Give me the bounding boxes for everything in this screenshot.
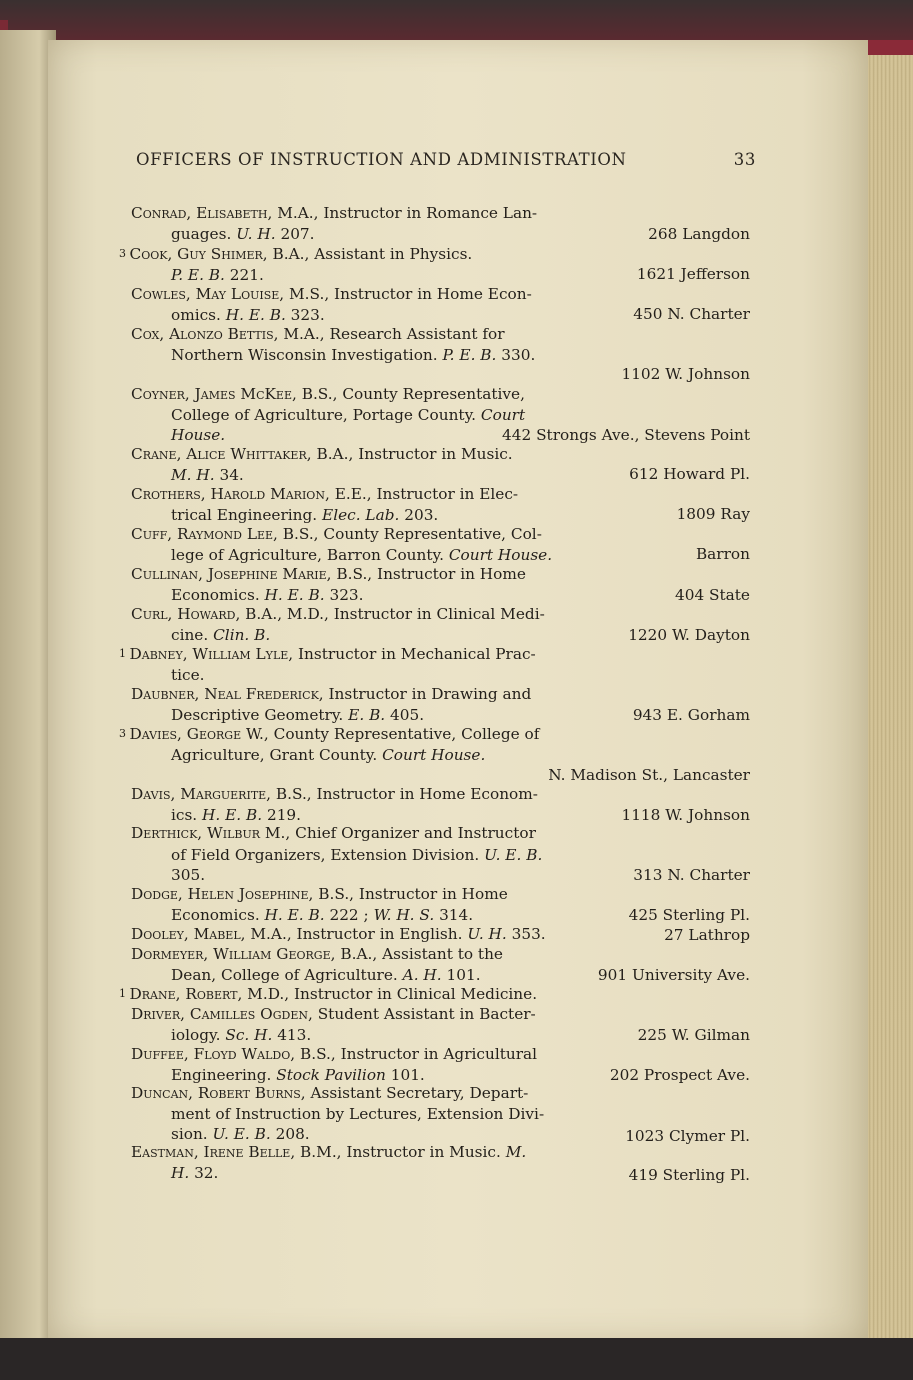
address: N. Madison St., Lancaster: [548, 766, 750, 784]
room-number: 413.: [272, 1026, 312, 1044]
building-abbrev: Sc. H.: [225, 1026, 273, 1044]
person-name: Dormeyer, William George,: [131, 945, 336, 963]
entry-line: [171, 805, 301, 825]
entry-text: Assistant Secretary, Depart-: [305, 1084, 529, 1102]
entry-line: [131, 324, 505, 344]
page-number: 33: [733, 150, 756, 169]
entry-text: B.A., Assistant to the: [335, 945, 503, 963]
address: 225 W. Gilman: [637, 1026, 750, 1044]
person-name: Crothers, Harold Marion,: [131, 485, 330, 503]
room-number: 314.: [434, 906, 474, 924]
entry-text: sion.: [171, 1125, 213, 1143]
person-name: Crane, Alice Whittaker,: [131, 445, 312, 463]
entry-text: M.D., Instructor in Clinical Medicine.: [242, 985, 538, 1003]
entry-text: ics.: [171, 806, 203, 824]
entry-line: [119, 984, 537, 1004]
entry-line: [171, 585, 364, 605]
person-name: Conrad, Elisabeth,: [131, 204, 273, 222]
entry-text: Agriculture, Grant County.: [171, 746, 383, 764]
entry-line: [131, 784, 538, 804]
entry-line: [171, 265, 264, 285]
entry-line: [171, 345, 535, 365]
room-number: 101.: [441, 966, 481, 984]
entry-line: [171, 224, 315, 244]
building-abbrev: H. E. B.: [264, 586, 325, 604]
person-name: Cullinan, Josephine Marie,: [131, 565, 332, 583]
building-abbrev: U. H.: [467, 925, 507, 943]
entry-line: [131, 284, 532, 304]
entry-line: [171, 865, 205, 885]
entry-text: College of Agriculture, Portage County.: [171, 406, 481, 424]
entry-line: [131, 1004, 536, 1024]
entry-text: cine.: [171, 626, 214, 644]
entry-line: [171, 1025, 311, 1045]
entry-text: Engineering.: [171, 1066, 277, 1084]
person-name: Derthick, Wilbur M.,: [131, 824, 291, 842]
entry-line: [171, 905, 473, 925]
address: 419 Sterling Pl.: [628, 1166, 750, 1184]
entry-line: [131, 524, 542, 544]
entry-line: [131, 884, 508, 904]
person-name: Drane, Robert,: [129, 985, 243, 1003]
entry-line: [119, 724, 539, 744]
header-title: OFFICERS OF INSTRUCTION AND ADMINISTRATION: [136, 150, 627, 169]
entry-line: [131, 823, 536, 843]
building-abbrev: M. H.: [171, 466, 215, 484]
entry-text: B.A., M.D., Instructor in Clinical Medi-: [240, 605, 545, 623]
entry-text: M.A., Instructor in English.: [245, 925, 468, 943]
building-abbrev: House.: [171, 426, 226, 444]
building-abbrev: U. E. B.: [484, 846, 543, 864]
person-name: Dabney, William Lyle,: [129, 645, 294, 663]
building-abbrev: E. B.: [348, 706, 386, 724]
address: 268 Langdon: [648, 225, 750, 243]
footnote-marker: 1: [119, 647, 130, 660]
person-name: Coyner, James McKee,: [131, 385, 297, 403]
address: 1809 Ray: [676, 505, 750, 523]
address: 404 State: [674, 586, 750, 604]
entry-line: [171, 665, 205, 685]
room-number: 353.: [506, 925, 546, 943]
entry-text: B.S., County Representative,: [296, 385, 525, 403]
entry-text: Dean, College of Agriculture.: [171, 966, 403, 984]
address: 943 E. Gorham: [632, 706, 750, 724]
address: 901 University Ave.: [597, 966, 750, 984]
entry-line: [119, 644, 536, 664]
building-abbrev: Stock Pavilion: [276, 1066, 386, 1084]
person-name: Dodge, Helen Josephine,: [131, 885, 314, 903]
entry-line: [131, 484, 518, 504]
room-number: 101.: [385, 1066, 425, 1084]
room-number: 208.: [270, 1125, 310, 1143]
entry-text: B.S., Instructor in Home Econom-: [271, 785, 538, 803]
entry-line: [171, 705, 424, 725]
entry-text: B.S., Instructor in Agricultural: [295, 1045, 538, 1063]
building-abbrev: H. E. B.: [202, 806, 263, 824]
room-number: 219.: [262, 806, 302, 824]
entry-text: tice.: [171, 666, 205, 684]
address: 1621 Jefferson: [636, 265, 750, 283]
room-number: 32.: [189, 1164, 219, 1182]
entry-text: lege of Agriculture, Barron County.: [171, 546, 449, 564]
entry-line: [171, 745, 485, 765]
entry-line: [131, 604, 545, 624]
address: 425 Sterling Pl.: [628, 906, 750, 924]
address: 1023 Clymer Pl.: [625, 1127, 750, 1145]
person-name: Eastman, Irene Belle,: [131, 1143, 296, 1161]
address: 1220 W. Dayton: [628, 626, 750, 644]
building-abbrev: Court: [480, 406, 526, 424]
entry-text: B.S., County Representative, Col-: [277, 525, 542, 543]
entry-text: ment of Instruction by Lectures, Extension Divi-: [171, 1105, 545, 1123]
address: 202 Prospect Ave.: [609, 1066, 750, 1084]
person-name: Duffee, Floyd Waldo,: [131, 1045, 296, 1063]
entry-text: B.S., Instructor in Home: [331, 565, 526, 583]
entry-line: [171, 505, 438, 525]
entry-line: [171, 405, 525, 425]
entry-text: Instructor in Mechanical Prac-: [293, 645, 536, 663]
footnote-marker: 1: [119, 987, 130, 1000]
footnote-marker: 3: [119, 247, 130, 260]
person-name: Dooley, Mabel,: [131, 925, 246, 943]
person-name: Cox, Alonzo Bettis,: [131, 325, 279, 343]
building-abbrev: M.: [505, 1143, 527, 1161]
building-abbrev: P. E. B.: [442, 346, 497, 364]
entry-line: [171, 545, 552, 565]
entry-line: [131, 684, 531, 704]
entry-line: [131, 564, 526, 584]
entry-line: [131, 444, 513, 464]
room-number: 34.: [214, 466, 244, 484]
entry-line: [171, 845, 542, 865]
room-number: 330.: [496, 346, 536, 364]
entry-text: B.A., Assistant in Physics.: [267, 245, 473, 263]
entry-text: 305.: [171, 866, 206, 884]
address: 1102 W. Johnson: [621, 365, 750, 383]
room-number: 221.: [224, 266, 264, 284]
entry-text: of Field Organizers, Extension Division.: [171, 846, 485, 864]
building-abbrev: Clin. B.: [213, 626, 271, 644]
building-abbrev: W. H. S.: [373, 906, 435, 924]
entry-line: [171, 305, 325, 325]
building-abbrev: H. E. B.: [225, 306, 286, 324]
entry-line: [119, 244, 472, 264]
entry-line: [171, 1104, 544, 1124]
room-number: 405.: [385, 706, 425, 724]
entry-text: omics.: [171, 306, 226, 324]
building-abbrev: U. H.: [236, 225, 276, 243]
entry-text: Economics.: [171, 906, 265, 924]
entry-text: trical Engineering.: [171, 506, 323, 524]
entry-text: Northern Wisconsin Investigation.: [171, 346, 443, 364]
address: 313 N. Charter: [633, 866, 750, 884]
entry-line: [171, 425, 225, 445]
entry-text: M.A., Instructor in Romance Lan-: [272, 204, 538, 222]
entry-text: Chief Organizer and Instructor: [290, 824, 536, 842]
entry-line: [131, 1083, 528, 1103]
person-name: Cook, Guy Shimer,: [129, 245, 268, 263]
building-abbrev: H. E. B.: [264, 906, 325, 924]
room-number: 323.: [285, 306, 325, 324]
entry-line: [131, 1044, 537, 1064]
entry-line: [171, 465, 244, 485]
building-abbrev: U. E. B.: [212, 1125, 271, 1143]
entry-text: guages.: [171, 225, 237, 243]
entry-text: County Representative, College of: [268, 725, 540, 743]
entry-text: M.A., Research Assistant for: [278, 325, 505, 343]
entry-text: Student Assistant in Bacter-: [312, 1005, 536, 1023]
entry-text: B.S., Instructor in Home: [313, 885, 508, 903]
address: Barron: [695, 545, 750, 563]
entry-line: [131, 203, 537, 223]
entry-text: iology.: [171, 1026, 226, 1044]
entry-line: [171, 965, 481, 985]
building-abbrev: Court House.: [448, 546, 553, 564]
building-abbrev: P. E. B.: [171, 266, 225, 284]
address: 1118 W. Johnson: [621, 806, 750, 824]
address: 442 Strongs Ave., Stevens Point: [502, 426, 750, 444]
entry-text: E.E., Instructor in Elec-: [329, 485, 519, 503]
entry-line: [171, 625, 270, 645]
person-name: Davies, George W.,: [129, 725, 269, 743]
entry-text: Descriptive Geometry.: [171, 706, 349, 724]
room-number: 323.: [324, 586, 364, 604]
entry-text: Instructor in Drawing and: [323, 685, 532, 703]
address: 612 Howard Pl.: [629, 465, 750, 483]
person-name: Cuff, Raymond Lee,: [131, 525, 278, 543]
building-abbrev: Elec. Lab.: [322, 506, 400, 524]
entry-text: Economics.: [171, 586, 265, 604]
entry-line: [131, 924, 546, 944]
building-abbrev: A. H.: [402, 966, 442, 984]
building-abbrev: H.: [171, 1164, 190, 1182]
entry-line: [171, 1065, 425, 1085]
entry-line: [131, 384, 525, 404]
entry-line: [131, 944, 503, 964]
room-number: 207.: [275, 225, 315, 243]
footnote-marker: 3: [119, 727, 130, 740]
person-name: Daubner, Neal Frederick,: [131, 685, 324, 703]
person-name: Curl, Howard,: [131, 605, 241, 623]
person-name: Duncan, Robert Burns,: [131, 1084, 306, 1102]
building-abbrev: Court House.: [382, 746, 486, 764]
entry-text: B.A., Instructor in Music.: [311, 445, 513, 463]
room-number: 222 ;: [324, 906, 374, 924]
room-number: 203.: [399, 506, 439, 524]
address: 450 N. Charter: [633, 305, 750, 323]
entry-line: [171, 1163, 218, 1183]
person-name: Davis, Marguerite,: [131, 785, 272, 803]
entry-text: M.S., Instructor in Home Econ-: [284, 285, 532, 303]
entry-line: [131, 1142, 526, 1162]
person-name: Cowles, May Louise,: [131, 285, 285, 303]
person-name: Driver, Camilles Ogden,: [131, 1005, 313, 1023]
entry-line: [171, 1124, 310, 1144]
entry-text: B.M., Instructor in Music.: [295, 1143, 506, 1161]
address: 27 Lathrop: [664, 926, 750, 944]
